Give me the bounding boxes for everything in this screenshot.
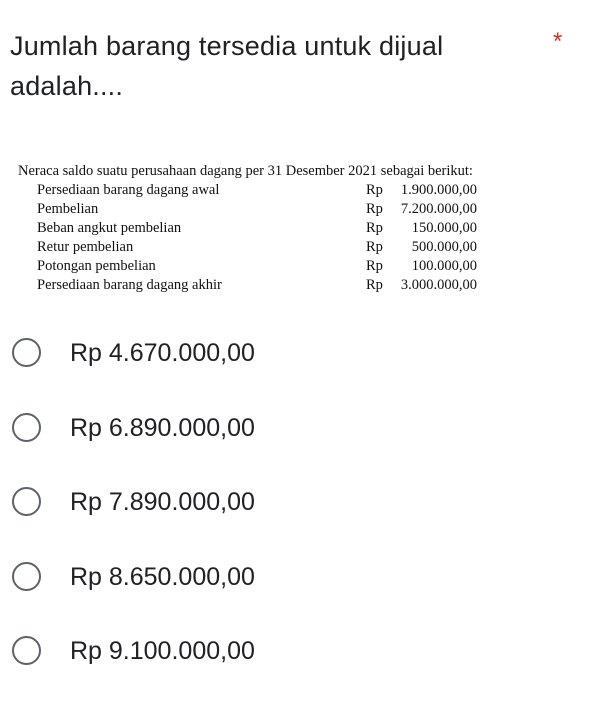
ledger-row-currency: Rp [366, 182, 383, 198]
ledger-row-label: Persediaan barang dagang awal [37, 182, 220, 198]
ledger-row-amount: 1.900.000,00 [400, 182, 477, 198]
trial-balance-intro: Neraca saldo suatu perusahaan dagang per 31 Desember 2021 sebagai berikut: [18, 163, 473, 179]
trial-balance-image [18, 162, 558, 295]
ledger-row-currency: Rp [366, 201, 383, 217]
answer-option-label[interactable]: Rp 6.890.000,00 [70, 413, 255, 442]
answer-option-label[interactable]: Rp 4.670.000,00 [70, 339, 255, 367]
ledger-row-label: Retur pembelian [37, 239, 134, 255]
radio-button-icon[interactable] [12, 487, 41, 516]
ledger-row-amount: 150.000,00 [411, 220, 477, 236]
ledger-row-amount: 7.200.000,00 [400, 201, 477, 217]
ledger-row-currency: Rp [366, 220, 383, 236]
answer-option-5[interactable] [0, 616, 590, 691]
ledger-row-currency: Rp [366, 239, 383, 255]
ledger-row-amount: 100.000,00 [411, 258, 477, 274]
answer-option-3[interactable] [0, 467, 590, 542]
ledger-row-currency: Rp [366, 277, 383, 293]
answer-option-1[interactable] [0, 318, 590, 393]
answer-option-label[interactable]: Rp 9.100.000,00 [70, 637, 255, 665]
ledger-row-label: Beban angkut pembelian [37, 220, 182, 236]
radio-button-icon[interactable] [12, 413, 41, 442]
ledger-row-label: Potongan pembelian [37, 258, 156, 274]
answer-option-4[interactable] [0, 542, 590, 617]
required-asterisk: * [553, 28, 563, 55]
ledger-row [18, 257, 558, 276]
ledger-row-label: Pembelian [37, 201, 99, 217]
ledger-row [18, 238, 558, 257]
radio-button-icon[interactable] [12, 562, 41, 591]
answer-options [0, 318, 590, 691]
ledger-row [18, 276, 558, 295]
ledger-row [18, 219, 558, 238]
question-title: Jumlah barang tersedia untuk dijual adalah.... [10, 31, 444, 101]
ledger-row [18, 200, 558, 219]
ledger-row-amount: 3.000.000,00 [400, 277, 477, 293]
ledger-row-amount: 500.000,00 [411, 239, 477, 255]
ledger-row-currency: Rp [366, 258, 383, 274]
answer-option-2[interactable] [0, 393, 590, 468]
answer-option-label[interactable]: Rp 8.650.000,00 [70, 562, 255, 591]
ledger-row [18, 181, 558, 200]
radio-button-icon[interactable] [12, 338, 41, 367]
answer-option-label[interactable]: Rp 7.890.000,00 [70, 488, 255, 516]
radio-button-icon[interactable] [12, 636, 41, 665]
ledger-row-label: Persediaan barang dagang akhir [37, 277, 222, 293]
